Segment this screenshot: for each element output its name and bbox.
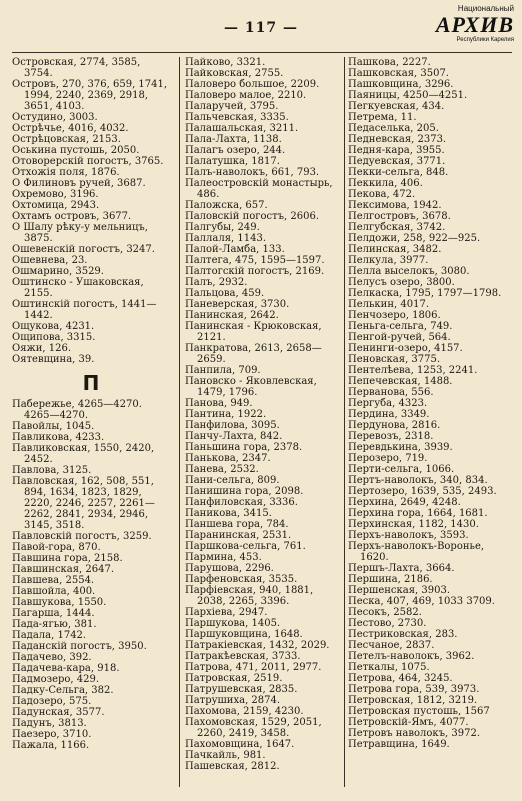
index-entry: Панишина гора, 2098. bbox=[185, 486, 304, 497]
index-entry: Педня-кара, 3955. bbox=[348, 145, 445, 156]
index-entry: Пабережье, 4265—4270. 4265—4270. bbox=[12, 399, 142, 421]
index-entry: Палтогскій погостъ, 2169. bbox=[185, 266, 325, 277]
index-entry: Пердина, 3349. bbox=[348, 409, 430, 420]
index-entry: Паложска, 657. bbox=[185, 200, 268, 211]
index-entry: Парфіевская, 940, 1881, 2038, 2265, 3396. bbox=[185, 585, 314, 607]
index-entry: Паданскій погостъ, 3950. bbox=[12, 641, 147, 652]
index-entry: Ошевенскій погостъ, 3247. bbox=[12, 244, 155, 255]
index-column-3 bbox=[348, 57, 513, 750]
index-entry: Паршкова-сельга, 761. bbox=[185, 541, 306, 552]
index-entry: Петровская пустошь, 1567 bbox=[348, 706, 490, 717]
index-entry: Перхъ-наволокъ-Вороньe, 1620. bbox=[348, 541, 485, 563]
index-entry: Пайковская, 2755. bbox=[185, 68, 284, 79]
index-entry: Пеновская, 3775. bbox=[348, 354, 441, 365]
page-number: — 117 — bbox=[224, 20, 298, 36]
stamp-top-text: Национальный bbox=[457, 4, 514, 13]
index-entry: Патракіевская, 1432, 2029. bbox=[185, 640, 330, 651]
index-entry: Пантина, 1922. bbox=[185, 409, 267, 420]
index-entry: Охремово, 3196. bbox=[12, 189, 99, 200]
index-entry: Петровская, 1812, 3219. bbox=[348, 695, 478, 706]
index-entry: Пелинская, 3482. bbox=[348, 244, 442, 255]
index-entry: Паларучей, 3795. bbox=[185, 101, 279, 112]
index-entry: О Филиновъ ручей, 3687. bbox=[12, 178, 146, 189]
index-entry: Пашевская, 2812. bbox=[185, 761, 280, 772]
index-entry: Пановско - Яковлевская, 1479, 1796. bbox=[185, 376, 317, 398]
column-divider-1 bbox=[179, 57, 180, 787]
index-entry: Панькова, 2347. bbox=[185, 453, 271, 464]
index-entry: Паранинская, 2531. bbox=[185, 530, 292, 541]
index-entry: Ошевнева, 23. bbox=[12, 255, 88, 266]
index-entry: Патрушиха, 2874. bbox=[185, 695, 281, 706]
index-entry: Оштинскій погостъ, 1441—1442. bbox=[12, 299, 157, 321]
index-entry: Палашальская, 3211. bbox=[185, 123, 299, 134]
index-entry: Павлова, 3125. bbox=[12, 465, 92, 476]
index-entry: Ояжи, 126. bbox=[12, 343, 71, 354]
index-entry: Педуевская, 3771. bbox=[348, 156, 446, 167]
index-entry: Пексимова, 1942. bbox=[348, 200, 442, 211]
index-entry: Пертозеро, 1639, 535, 2493. bbox=[348, 486, 497, 497]
index-entry: Песка, 407, 469, 1033 3709. bbox=[348, 596, 495, 607]
index-entry: Павшина гора, 2158. bbox=[12, 553, 123, 564]
index-entry: Падунъ, 3813. bbox=[12, 718, 87, 729]
index-entry: Падунская, 3577. bbox=[12, 707, 105, 718]
index-entry: Патракѣевская, 3733. bbox=[185, 651, 301, 662]
index-entry: Пала-Лахта, 1138. bbox=[185, 134, 282, 145]
index-entry: Павшинская, 2647. bbox=[12, 564, 115, 575]
index-entry: Пелла выселокъ, 3080. bbox=[348, 266, 470, 277]
index-entry: Павшукова, 1550. bbox=[12, 597, 107, 608]
index-entry: Пальчевская, 3335. bbox=[185, 112, 289, 123]
index-entry: Палой-Ламба, 133. bbox=[185, 244, 285, 255]
index-entry: Пекки-сельга, 848. bbox=[348, 167, 449, 178]
index-entry: Пелкаска, 1795, 1797—1798. bbox=[348, 288, 502, 299]
index-entry: Панкратова, 2613, 2658—2659. bbox=[185, 343, 322, 365]
index-entry: Паршукова, 1405. bbox=[185, 618, 281, 629]
index-entry: Паншева гора, 784. bbox=[185, 519, 289, 530]
index-entry: Острѣчье, 4016, 4032. bbox=[12, 123, 129, 134]
index-entry: Перванова, 556. bbox=[348, 387, 434, 398]
index-entry: Павликовская, 1550, 2420, 2452. bbox=[12, 443, 155, 465]
index-entry: Панфилова, 3095. bbox=[185, 420, 280, 431]
index-entry: Паяницы, 4250—4251. bbox=[348, 90, 468, 101]
index-entry: Патрова, 471, 2011, 2977. bbox=[185, 662, 322, 673]
archive-stamp bbox=[396, 4, 514, 50]
index-entry: Падала, 1742. bbox=[12, 630, 87, 641]
index-entry: Петкалы, 1075. bbox=[348, 662, 430, 673]
index-entry: Пердунова, 2816. bbox=[348, 420, 441, 431]
index-entry: Падачево, 392. bbox=[12, 652, 92, 663]
index-entry: Паллаля, 1143. bbox=[185, 233, 266, 244]
index-entry: Пенчозеро, 1806. bbox=[348, 310, 441, 321]
stamp-main-text: АРХИВ bbox=[435, 12, 514, 37]
index-entry: Паршуковщина, 1648. bbox=[185, 629, 303, 640]
index-entry: Педневская, 2373. bbox=[348, 134, 447, 145]
index-entry: Перозеро, 719. bbox=[348, 453, 428, 464]
index-entry: Палъ-наволокъ, 661, 793. bbox=[185, 167, 320, 178]
index-entry: Оштинско - Ушаковская, 2155. bbox=[12, 277, 144, 299]
index-entry: Охтомица, 2943. bbox=[12, 200, 100, 211]
index-entry: Остудино, 3003. bbox=[12, 112, 98, 123]
index-entry: Пелгубская, 3742. bbox=[348, 222, 446, 233]
index-entry: Пархіева, 2947. bbox=[185, 607, 268, 618]
index-entry: Пелусъ озеро, 3800. bbox=[348, 277, 455, 288]
index-entry: О Шалу рѣку-у мельницъ, 3875. bbox=[12, 222, 148, 244]
index-entry: Паньшина гора, 2378. bbox=[185, 442, 303, 453]
column-divider-2 bbox=[344, 57, 345, 787]
index-entry: Пергуба, 4323. bbox=[348, 398, 428, 409]
index-entry: Песокъ, 2582. bbox=[348, 607, 422, 618]
index-entry: Пегкуевская, 434. bbox=[348, 101, 445, 112]
index-entry: Педаселька, 205. bbox=[348, 123, 439, 134]
index-entry: Пашковщина, 3296. bbox=[348, 79, 454, 90]
index-entry: Пани-сельга, 809. bbox=[185, 475, 280, 486]
index-entry: Пертъ-наволокъ, 340, 834. bbox=[348, 475, 488, 486]
index-entry: Панова, 949. bbox=[185, 398, 253, 409]
index-entry: Паловеро большое, 2209. bbox=[185, 79, 320, 90]
index-entry: Павловскій погостъ, 3259. bbox=[12, 531, 152, 542]
index-entry: Пагарша, 1444. bbox=[12, 608, 95, 619]
index-entry: Пашкова, 2227. bbox=[348, 57, 431, 68]
index-entry: Павшойла, 400. bbox=[12, 586, 96, 597]
index-entry: Парушова, 2296. bbox=[185, 563, 274, 574]
index-entry: Пелдожи, 258, 922—925. bbox=[348, 233, 481, 244]
index-entry: Паловскій погостъ, 2606. bbox=[185, 211, 320, 222]
index-entry: Паезеро, 3710. bbox=[12, 729, 92, 740]
index-entry: Пальцова, 459. bbox=[185, 288, 265, 299]
index-entry: Островъ, 270, 376, 659, 1741, 1994, 2240, 2369, 2918, 3651, 4103. bbox=[12, 79, 168, 112]
index-entry: Пармина, 453. bbox=[185, 552, 262, 563]
index-entry: Пелгостровъ, 3678. bbox=[348, 211, 451, 222]
index-entry: Пенинги-озеро, 4157. bbox=[348, 343, 463, 354]
index-entry: Пенгой-ручей, 564. bbox=[348, 332, 451, 343]
index-entry: Першенская, 3903. bbox=[348, 585, 451, 596]
index-entry: Пекова, 472. bbox=[348, 189, 416, 200]
index-entry: Палеостровскій монастырь, 486. bbox=[185, 178, 333, 200]
index-entry: Падмозеро, 429. bbox=[12, 674, 100, 685]
index-entry: Пахомова, 2159, 4230. bbox=[185, 706, 304, 717]
index-entry: Петравщина, 1649. bbox=[348, 739, 450, 750]
index-entry: Охтамъ островъ, 3677. bbox=[12, 211, 132, 222]
index-entry: Першъ-Лахта, 3664. bbox=[348, 563, 455, 574]
index-entry: Палагъ озеро, 244. bbox=[185, 145, 286, 156]
index-entry: Павой-гора, 870. bbox=[12, 542, 101, 553]
stamp-sub-text: Республики Карелия bbox=[456, 37, 514, 43]
index-entry: Перхъ-наволокъ, 3593. bbox=[348, 530, 469, 541]
index-entry: Пахомовщина, 1647. bbox=[185, 739, 295, 750]
index-entry: Палъ, 2932. bbox=[185, 277, 248, 288]
index-entry: Панинская, 2642. bbox=[185, 310, 279, 321]
index-entry: Пайково, 3321. bbox=[185, 57, 266, 68]
index-entry: Перти-сельга, 1066. bbox=[348, 464, 455, 475]
index-entry: Пачкайль, 981. bbox=[185, 750, 266, 761]
index-entry: Павловская, 162, 508, 551, 894, 1634, 1823, 1829, 2220, 2246, 2257, 2261—2262, 2841, 2934, 2946, 3145, 3518. bbox=[12, 476, 155, 531]
index-entry: Перевозъ, 2318. bbox=[348, 431, 434, 442]
index-entry: Пепечевская, 1488. bbox=[348, 376, 453, 387]
index-entry: Пелькин, 4017. bbox=[348, 299, 430, 310]
index-entry: Ощипова, 3315. bbox=[12, 332, 96, 343]
index-entry: Пада-ягью, 381. bbox=[12, 619, 97, 630]
index-entry: Пентелѣева, 1253, 2241. bbox=[348, 365, 478, 376]
index-entry: Патровская, 2519. bbox=[185, 673, 283, 684]
index-entry: Острѣцовская, 2153. bbox=[12, 134, 121, 145]
index-entry: Ощукова, 4231. bbox=[12, 321, 95, 332]
index-entry: Паловеро малое, 2210. bbox=[185, 90, 307, 101]
index-column-2 bbox=[185, 57, 341, 772]
index-entry: Перхина, 2649, 4248. bbox=[348, 497, 461, 508]
index-column-1 bbox=[12, 57, 170, 751]
index-entry: Палатушка, 1817. bbox=[185, 156, 280, 167]
index-entry: Отоворерскій погостъ, 3765. bbox=[12, 156, 164, 167]
index-entry: Петрова гора, 539, 3973. bbox=[348, 684, 480, 695]
index-entry: Петелъ-наволокъ, 3962. bbox=[348, 651, 475, 662]
index-entry: Павликова, 4233. bbox=[12, 432, 105, 443]
index-entry: Панинская - Крюковская, 2121. bbox=[185, 321, 322, 343]
index-entry: Панпила, 709. bbox=[185, 365, 261, 376]
index-entry: Паникова, 3415. bbox=[185, 508, 272, 519]
index-entry: Островская, 2774, 3585, 3754. bbox=[12, 57, 141, 79]
index-entry: Першина, 2186. bbox=[348, 574, 433, 585]
index-entry: Патрушевская, 2835. bbox=[185, 684, 298, 695]
index-entry: Павойлы, 1045. bbox=[12, 421, 95, 432]
index-entry: Пашковская, 3507. bbox=[348, 68, 449, 79]
index-entry: Перхина гора, 1664, 1681. bbox=[348, 508, 488, 519]
index-entry: Панфиловская, 3336. bbox=[185, 497, 298, 508]
index-entry: Перхинская, 1182, 1430. bbox=[348, 519, 479, 530]
index-entry: Пеккила, 406. bbox=[348, 178, 423, 189]
index-entry: Пахомовская, 1529, 2051, 2260, 2419, 3458. bbox=[185, 717, 322, 739]
index-entry: Пажала, 1166. bbox=[12, 740, 90, 751]
index-entry: Петрова, 464, 3245. bbox=[348, 673, 453, 684]
index-entry: Песчаное, 2837. bbox=[348, 640, 435, 651]
index-entry: Отхожія поля, 1876. bbox=[12, 167, 120, 178]
index-entry: Падку-Сельга, 382. bbox=[12, 685, 114, 696]
index-entry: Пеньга-сельга, 749. bbox=[348, 321, 453, 332]
index-entry: Ошмарино, 3529. bbox=[12, 266, 104, 277]
index-entry: Перевдькина, 3939. bbox=[348, 442, 453, 453]
index-entry: Пестово, 2730. bbox=[348, 618, 427, 629]
index-entry: Паневерская, 3730. bbox=[185, 299, 290, 310]
section-letter: П bbox=[82, 371, 100, 395]
index-entry: Оятевщина, 39. bbox=[12, 354, 95, 365]
index-entry: Оськина пустошь, 2050. bbox=[12, 145, 140, 156]
index-entry: Пелкула, 3977. bbox=[348, 255, 429, 266]
header-rule bbox=[12, 52, 512, 53]
index-entry: Парфеновская, 3535. bbox=[185, 574, 298, 585]
index-entry: Панчу-Лахта, 842. bbox=[185, 431, 283, 442]
index-entry: Панева, 2532. bbox=[185, 464, 259, 475]
index-entry: Петровскій-Ямъ, 4077. bbox=[348, 717, 469, 728]
index-entry: Палгубы, 249. bbox=[185, 222, 260, 233]
index-entry: Петрема, 11. bbox=[348, 112, 417, 123]
index-entry: Павшева, 2554. bbox=[12, 575, 95, 586]
index-entry: Падачева-кара, 918. bbox=[12, 663, 120, 674]
index-entry: Палтега, 475, 1595—1597. bbox=[185, 255, 325, 266]
index-entry: Пестриковская, 283. bbox=[348, 629, 458, 640]
index-entry: Падозеро, 575. bbox=[12, 696, 92, 707]
index-entry: Петровъ наволокъ, 3972. bbox=[348, 728, 481, 739]
